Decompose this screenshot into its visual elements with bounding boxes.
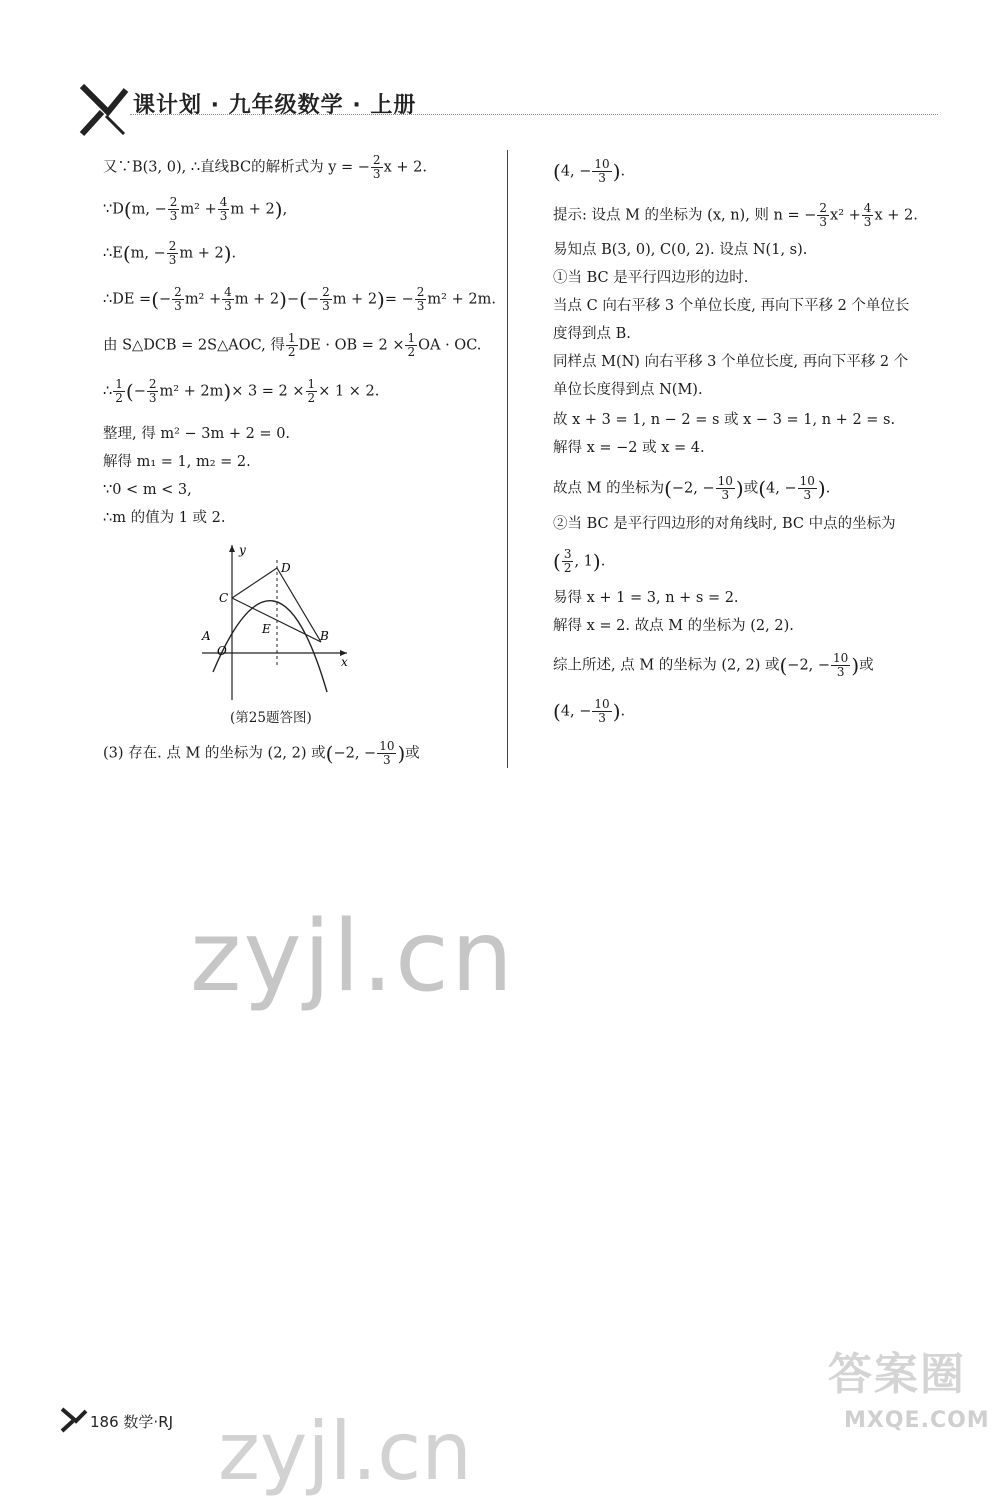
book-logo-icon [78,82,130,138]
left-line-11: (3) 存在. 点 M 的坐标为 (2, 2) 或(−2, − $\frac{10}{3}$ )或 [103,739,420,767]
left-line-1: 又∵B(3, 0), ∴直线BC的解析式为 y = − $\frac{2}{3}$ x + 2. [103,153,427,181]
right-line-7: 同样点 M(N) 向右平移 3 个单位长度, 再向下平移 2 个 [553,354,909,370]
column-divider [507,150,508,768]
left-line-10: ∴m 的值为 1 或 2. [103,510,226,526]
right-line-5: 当点 C 向右平移 3 个单位长度, 再向下平移 2 个单位长 [553,298,910,314]
watermark-bottom: zyjl.cn [218,1405,472,1498]
left-line-4: ∴DE =(− $\frac{2}{3}$ m² + $\frac{4}{3}$ m + 2)−(− $\frac{2}{3}$ m + 2)= − $\frac{2}{3}$ m² + 2m. [103,285,496,313]
stamp-url: MXQE.COM [844,1408,990,1433]
right-line-3: 易知点 B(3, 0), C(0, 2). 设点 N(1, s). [553,242,808,258]
page-number: 186 [90,1413,119,1431]
label-x: x [341,655,348,669]
left-line-3: ∴E(m, − $\frac{2}{3}$ m + 2). [103,239,237,267]
right-line-4: ①当 BC 是平行四边形的边时. [553,270,749,286]
segment-cd [232,568,277,598]
right-line-8: 单位长度得到点 N(M). [553,382,703,398]
left-line-5: 由 S△DCB = 2S△AOC, 得 $\frac{1}{2}$ DE · OB = 2 × $\frac{1}{2}$ OA · OC. [103,331,482,359]
header-title: 课计划 · 九年级数学 · 上册 [133,93,417,118]
label-c: C [219,591,229,605]
right-line-11: 故点 M 的坐标为(−2, − $\frac{10}{3}$ )或(4, − $\frac{10}{3}$ ). [553,474,831,502]
page-header [78,82,938,142]
right-line-17: (4, − $\frac{10}{3}$ ). [553,697,626,725]
label-b: B [320,629,329,643]
parabola-curve [213,601,327,692]
left-line-9: ∵0 < m < 3, [103,482,192,498]
right-line-13: ( $\frac{3}{2}$ , 1). [553,547,606,575]
right-line-14: 易得 x + 1 = 3, n + s = 2. [553,590,739,606]
left-line-7: 整理, 得 m² − 3m + 2 = 0. [103,426,291,442]
right-line-2: 提示: 设点 M 的坐标为 (x, n), 则 n = − $\frac{2}{3}$ x² + $\frac{4}{3}$ x + 2. [553,201,918,229]
right-line-1: (4, − $\frac{10}{3}$ ). [553,157,626,185]
left-line-2: ∵D(m, − $\frac{2}{3}$ m² + $\frac{4}{3}$ m + 2), [103,195,288,223]
label-d: D [281,561,291,575]
right-line-15: 解得 x = 2. 故点 M 的坐标为 (2, 2). [553,618,794,634]
left-line-6: ∴ $\frac{1}{2}$ (− $\frac{2}{3}$ m² + 2m)× 3 = 2 × $\frac{1}{2}$ × 1 × 2. [103,377,380,405]
figure-caption: (第25题答图) [230,710,312,726]
stamp-text: 答案圈 [828,1349,966,1400]
right-line-16: 综上所述, 点 M 的坐标为 (2, 2) 或(−2, − $\frac{10}{3}$ )或 [553,651,874,679]
label-y: y [239,543,246,557]
footer-logo-icon [60,1407,88,1433]
label-e: E [262,622,271,636]
footer-subject: 数学·RJ [123,1413,174,1431]
parabola-figure [197,540,357,700]
watermark-top: zyjl.cn [190,900,516,1014]
right-line-9: 故 x + 3 = 1, n − 2 = s 或 x − 3 = 1, n + 2 = s. [553,412,896,428]
left-line-8: 解得 m₁ = 1, m₂ = 2. [103,454,251,470]
right-line-12: ②当 BC 是平行四边形的对角线时, BC 中点的坐标为 [553,516,896,532]
answer-stamp [818,1328,993,1448]
right-line-6: 度得到点 B. [553,326,631,342]
header-rule [130,114,938,115]
label-a: A [202,629,211,643]
label-o: O [217,644,227,658]
right-line-10: 解得 x = −2 或 x = 4. [553,440,705,456]
footer-page-label [90,1411,173,1432]
fraction: $\frac{2}{3}$ [372,153,381,181]
